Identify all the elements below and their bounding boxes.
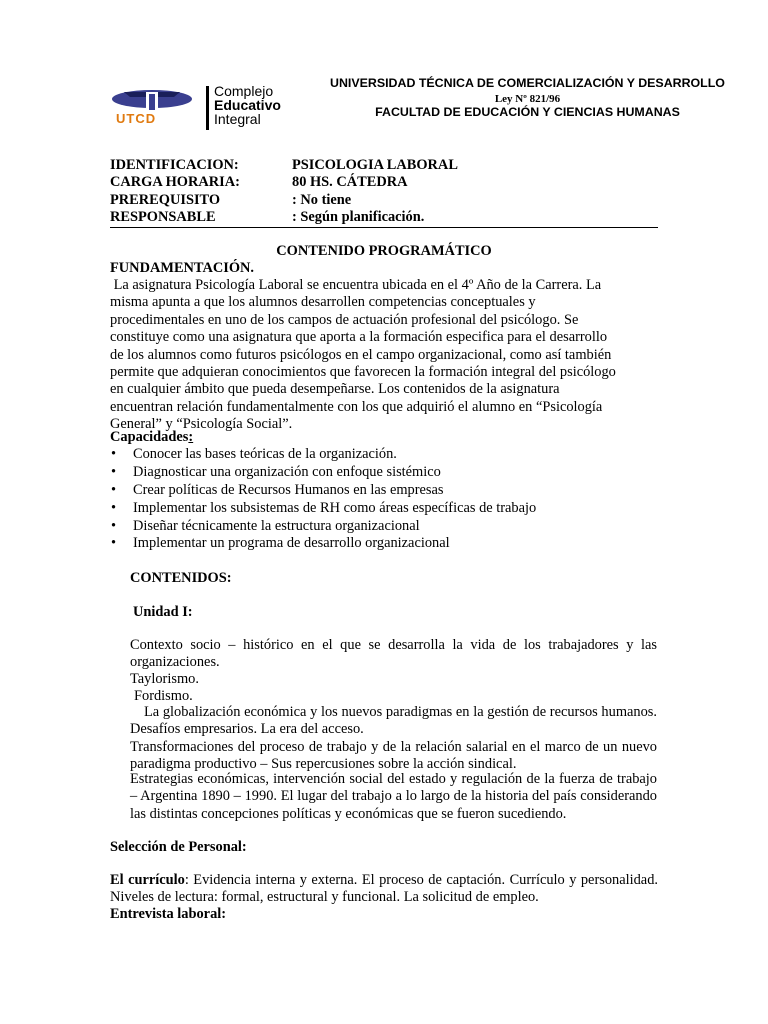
list-item-text: Diagnosticar una organización con enfoque sistémico [133,463,441,480]
text-line: procedimentales en uno de los campos de actuación profesional del psicólogo. Se [110,311,579,328]
bullet-icon: • [111,463,117,480]
paragraph-fordismo: Fordismo. [134,688,193,704]
list-item-text: Crear políticas de Recursos Humanos en las empresas [133,481,444,498]
logo-line-2: Educativo [214,97,281,113]
document-title: CONTENIDO PROGRAMÁTICO [276,243,492,259]
fundamentacion-text [110,277,655,434]
id-row [110,157,658,174]
id-label: RESPONSABLE [110,208,216,225]
logo-text: UTCD [116,111,157,126]
id-value: : No tiene [292,191,352,208]
list-item [110,482,536,500]
paragraph-estrategias: Estrategias económicas, intervención social del estado y regulación de la fuerza de trabajo – Argentina 1890 – 1990. El lugar del trabajo a lo largo de la historia del país considerando las distintas concepciones políticas y económicas que se fueron sucediendo. [130,771,657,822]
curriculo-text: : Evidencia interna y externa. El proceso de captación. Currículo y personalidad. Niveles de lectura: formal, estructural y funcional. La solicitud de empleo. [110,872,658,906]
paragraph-taylorismo: Taylorismo. [130,671,199,687]
bullet-icon: • [111,499,117,516]
text-line: General” y “Psicología Social”. [110,416,293,433]
id-value: : Según planificación. [292,208,425,225]
list-item [110,518,536,536]
logo-line-3: Integral [214,111,261,127]
list-item [110,535,536,553]
curriculo-label: El currículo [110,872,185,888]
id-row [110,192,658,209]
utcd-logo [110,82,300,132]
text-line: constituye como una asignatura que aporta a la formación especifica para el desarrollo [110,329,608,346]
id-row [110,174,658,191]
text-line: en cualquier ámbito que pueda desempeñarse. Los contenidos de la asignatura [110,381,560,398]
bullet-icon: • [111,517,117,534]
seleccion-heading: Selección de Personal: [110,839,247,855]
bullet-icon: • [111,446,117,462]
identification-table [110,157,658,228]
text-line: permite que adquieran conocimientos que favorecen la formación integral del psicólogo [110,364,616,381]
unit-heading: Unidad I: [133,604,193,620]
contenidos-heading: CONTENIDOS: [130,570,232,586]
list-item [110,500,536,518]
capacidades-list [110,446,536,553]
list-item-text: Implementar los subsistemas de RH como áreas específicas de trabajo [133,499,537,516]
paragraph-contexto: Contexto socio – histórico en el que se desarrolla la vida de los trabajadores y las organizaciones. [130,637,657,671]
paragraph-globalizacion [130,704,657,739]
id-value: 80 HS. CÁTEDRA [292,174,408,191]
capacidades-colon: : [188,429,194,445]
list-item-text: Diseñar técnicamente la estructura organizacional [133,517,420,534]
fundamentacion-heading: FUNDAMENTACIÓN. [110,260,255,276]
list-item-text: Conocer las bases teóricas de la organización. [133,446,397,462]
list-item [110,464,536,482]
paragraph-curriculo [110,872,658,907]
text-line: La asignatura Psicología Laboral se encuentra ubicada en el 4º Año de la Carrera. La [110,277,602,293]
list-item-text: Implementar un programa de desarrollo organizacional [133,535,450,552]
id-value: PSICOLOGIA LABORAL [292,157,458,173]
id-label: IDENTIFICACION: [110,157,239,173]
capacidades-label: Capacidades [110,429,189,445]
capacidades-heading [110,429,193,446]
text-line: de los alumnos como futuros psicólogos en el campo organizacional, como así también [110,346,612,363]
id-label: PREREQUISITO [110,191,221,208]
faculty-name: FACULTAD DE EDUCACIÓN Y CIENCIAS HUMANAS [375,105,680,119]
entrevista-heading: Entrevista laboral: [110,906,227,922]
law-number: Ley Nº 821/96 [494,93,561,105]
paragraph-transformaciones: Transformaciones del proceso de trabajo y de la relación salarial en el marco de un nuevo paradigma productivo – Sus repercusiones sobre la acción sindical. [130,739,657,773]
globalizacion-text: La globalización económica y los nuevos paradigmas en la gestión de recursos humanos. Desafíos empresarios. La era del acceso. [130,704,657,738]
bullet-icon: • [111,481,117,498]
id-label: CARGA HORARIA: [110,174,240,191]
text-line: encuentran relación fundamentalmente con los que adquirió el alumno en “Psicología [110,398,603,415]
id-row [110,209,658,226]
bullet-icon: • [111,535,117,552]
university-name: UNIVERSIDAD TÉCNICA DE COMERCIALIZACIÓN Y DESARROLLO [330,76,725,90]
text-line: misma apunta a que los alumnos desarrollen competencias conceptuales y [110,294,536,311]
logo-line-1: Complejo [214,83,274,99]
list-item [110,446,536,464]
